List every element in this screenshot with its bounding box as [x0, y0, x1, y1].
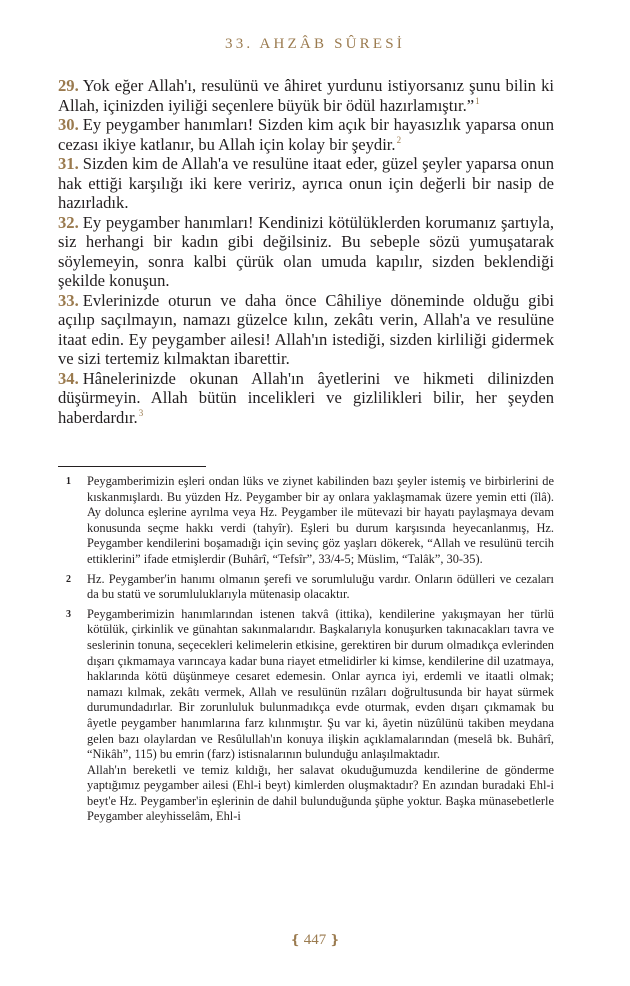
footnote-number: 1: [66, 476, 71, 487]
page-number: [0, 932, 630, 949]
verse-31: [58, 154, 554, 213]
page-number-value: 447: [303, 932, 327, 948]
verse-33: [58, 291, 554, 369]
footnote-text: Peygamberimizin hanımlarından istenen takvâ (ittika), kendilerine yakışmayan her türlü kötülük, çirkinlik ve günahtan sakınmalarıdır. Başkalarıyla konuşurken takınacakları tavra ve seslerinin tonuna, seçecekleri kelimelerin etkisine, gerektiren bir durum olmadıkça evlerinden dışarı çıkmamaya varıncaya kadar buna riayet etmelidirler ki kimse, kendilerine dil uzatmaya, haklarında kötü düşünmeye cesaret edemesin. Onlar ayrıca iyi, erdemli ve itaatli olmak; namazı kılmak, zekâtı vermek, Allah ve resulünün rızâları doğrultusunda bir hayat sürmek durumundadırlar. Bir zorunluluk bulunmadıkça evde oturmak, evden dışarı çıkmamak bu âyetle peygamber hanımlarına farz kılınmıştır. Şu var ki, âyetin nüzûlünü takiben meydana gelen bazı olaylardan ve Resûlullah'ın konuya ilişkin açıklamalarından (meselâ bk. Buhârî, “Nikâh”, 115) bu emrin (farz) istisnalarının bulunduğu anlaşılmaktadır.: [87, 606, 554, 762]
verse-number: 34.: [58, 368, 79, 388]
verse-text: Ey peygamber hanımları! Sizden kim açık bir hayasızlık yaparsa onun cezası ikiye katlanır, bu Allah için kolay bir şeydir.: [58, 115, 554, 154]
verse-29: [58, 76, 554, 115]
verse-34: [58, 369, 554, 428]
verse-block: [58, 76, 554, 427]
footnote-ref[interactable]: 3: [138, 407, 144, 418]
verse-text: Ey peygamber hanımları! Kendinizi kötülüklerden korumanız şartıyla, siz herhangi bir kadın gibi değilsiniz. Bu sebeple sözü yumuşatarak söylemeyin, sonra kalbi çürük olan umuda kapılır, sizden beklendiği şekilde konuşun.: [58, 212, 554, 290]
ornament-left-icon: ❴: [289, 932, 301, 947]
footnote-2: [58, 572, 554, 603]
footnote-number: 3: [66, 608, 71, 620]
footnote-number: 2: [66, 573, 71, 585]
footnote-1: [58, 474, 554, 568]
footnote-3: [58, 607, 554, 825]
verse-30: [58, 115, 554, 154]
verse-number: 33.: [58, 290, 79, 310]
footnotes: [58, 474, 554, 829]
footnote-ref[interactable]: 2: [396, 134, 402, 145]
verse-number: 29.: [58, 76, 79, 95]
verse-number: 31.: [58, 154, 79, 173]
verse-text: Yok eğer Allah'ı, resulünü ve âhiret yurdunu istiyorsanız şunu bilin ki Allah, içinizden iyiliği seçenlere büyük bir ödül hazırlamıştır.”: [58, 76, 554, 115]
verse-32: [58, 213, 554, 291]
ornament-right-icon: ❵: [329, 932, 341, 947]
footnote-text: Allah'ın bereketli ve temiz kıldığı, her salavat okuduğumuzda kendilerine de gönderme yaptığımız peygamber ailesi (Ehl-i beyt) kimlerden oluşmaktadır? En azından buradaki Ehl-i beyt'e Hz. Peygamber'in eşlerinin de dahil bulunduğunda şüphe yoktur. Başka münasebetlerle Peygamber aleyhisselâm, Ehl-i: [87, 762, 554, 824]
verse-text: Sizden kim de Allah'a ve resulüne itaat eder, güzel şeyler yaparsa onun hak ettiği karşılığı iki kere veririz, ayrıca onun için değerli bir nasip de hazırladık.: [58, 154, 554, 212]
running-header: 33. AHZÂB SÛRESİ: [225, 36, 405, 52]
footnote-ref[interactable]: 1: [475, 95, 480, 106]
verse-number: 30.: [58, 115, 79, 134]
footnote-text: Peygamberimizin eşleri ondan lüks ve ziynet kabilinden bazı şeyler istemiş ve birbirlerini de kıskanmışlardı. Bu yüzden Hz. Peygamber bir ay onlara yaklaşmamak üzere yemin etti (îlâ). Ay dolunca eşlerine ayrılma veya Hz. Peygamber ile mütevazi bir hayatı paylaşmaya devam konusunda seçme hakkı verdi (tahyîr). Eşleri bu durum karşısında heyecanlanmış, Hz. Peygamber kendilerini boşamadığı için sevinç göz yaşları dökerek, “Allah ve resulünü tercih ettiklerini” ifade etmişlerdir (Buhârî, “Tefsîr”, 33/4-5; Müslim, “Talâk”, 30-35).: [87, 474, 554, 566]
verse-number: 32.: [58, 212, 79, 232]
footnote-text: Hz. Peygamber'in hanımı olmanın şerefi ve sorumluluğu vardır. Onların ödülleri ve cezaları da bu statü ve sorumluluklarıyla mütenasip olacaktır.: [87, 571, 554, 602]
verse-text: Evlerinizde oturun ve daha önce Câhiliye döneminde olduğu gibi açılıp saçılmayın, namazı güzelce kılın, zekâtı verin, Allah'a ve resulüne itaat edin. Ey peygamber ailesi! Allah'ın istediği, sizden kirliliği gidermek ve sizi tertemiz kılmaktan ibarettir.: [58, 290, 554, 368]
verse-text: Hânelerinizde okunan Allah'ın âyetlerini ve hikmeti dilinizden düşürmeyin. Allah bütün incelikleri ve gizlilikleri bilir, her şeyden haberdardır.: [58, 368, 554, 427]
footnote-divider: [58, 466, 206, 467]
